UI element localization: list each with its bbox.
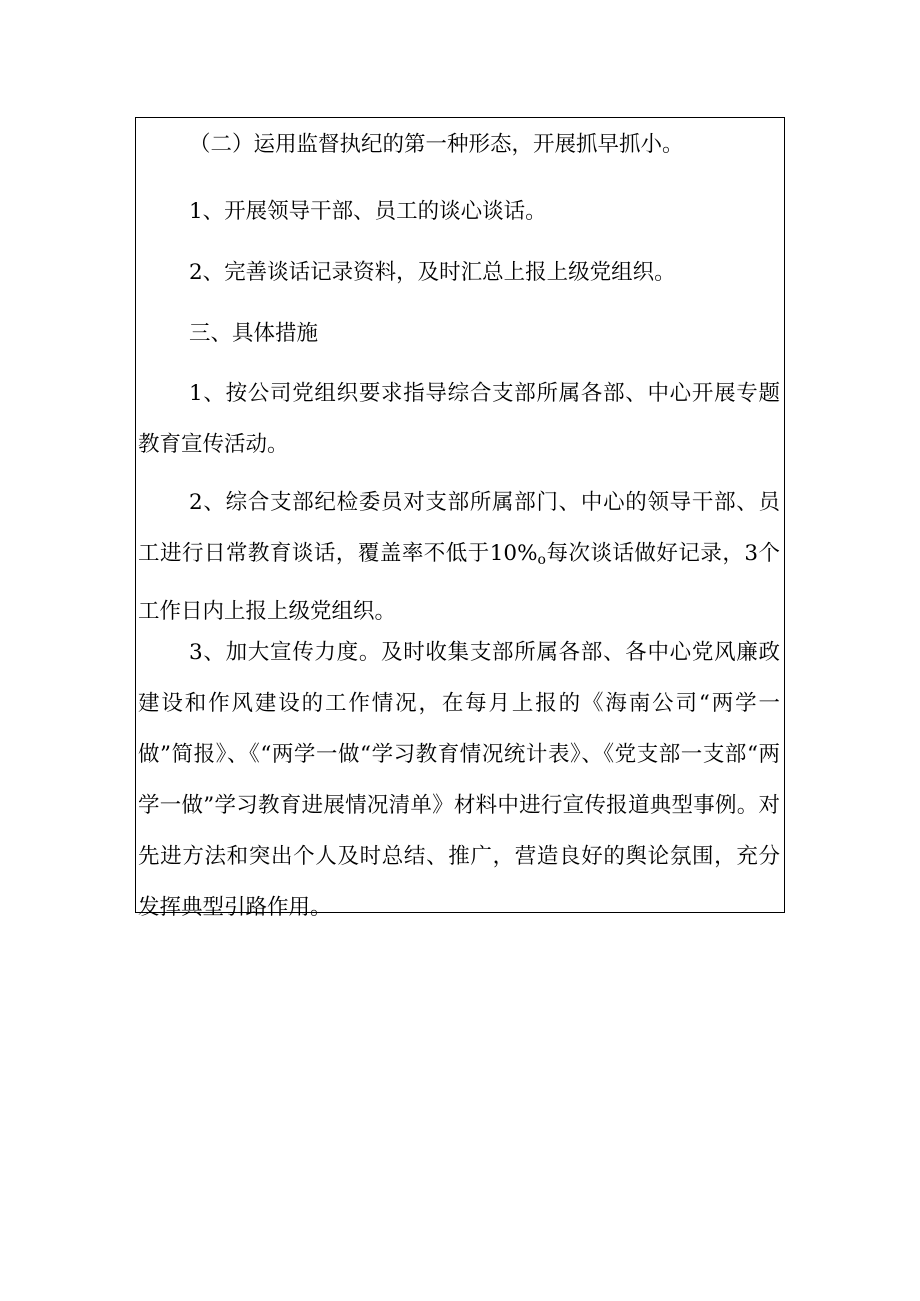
- paragraph-item-2: 2、完善谈话记录资料，及时汇总上报上级党组织。: [189, 260, 676, 285]
- subscript-mark: o: [537, 552, 546, 568]
- paragraph-measure-3: 3、加大宣传力度。及时收集支部所属各部、各中心党风廉政建设和作风建设的工作情况，在每月上报的《海南公司“两学一做”简报》、《“两学一做“学习教育情况统计表》、《党支部一支部“两学一做”学习教育进展情况清单》材料中进行宣传报道典型事例。对先进方法和突出个人及时总结、推广，营造良好的舆论氛围，充分发挥典型引路作用。: [138, 640, 780, 920]
- section-heading-2: （二）运用监督执纪的第一种形态，开展抓早抓小。: [189, 132, 684, 157]
- paragraph-item-1: 1、开展领导干部、员工的谈心谈话。: [189, 199, 547, 224]
- paragraph-measure-2: [138, 477, 780, 637]
- paragraph-measure-1: 1、按公司党组织要求指导综合支部所属各部、中心开展专题教育宣传活动。: [138, 381, 780, 457]
- paragraph-measure-2-tail: 每次谈话做好记录，3个工作日内上报上级党组织。: [138, 541, 780, 624]
- section-heading-3: 三、具体措施: [189, 321, 319, 346]
- paragraph-measure-2-text: 2、综合支部纪检委员对支部所属部门、中心的领导干部、员工进行日常教育谈话，覆盖率不低于10%: [138, 490, 780, 566]
- document-frame: [135, 117, 785, 920]
